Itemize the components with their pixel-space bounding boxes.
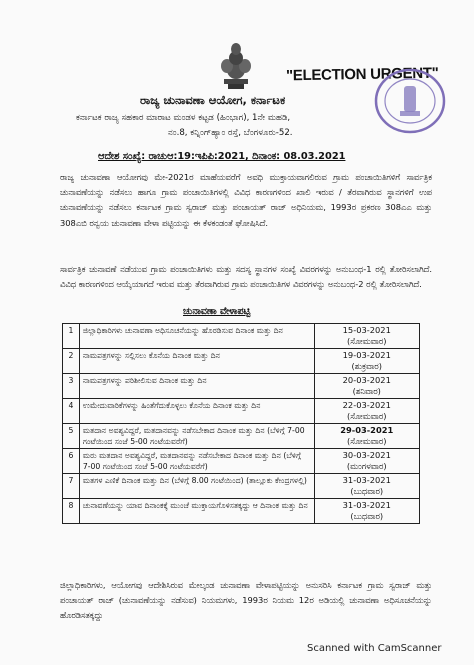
row-activity: ಜಿಲ್ಲಾಧಿಕಾರಿಗಳು ಚುನಾವಣಾ ಅಧಿಸೂಚನೆಯನ್ನು ಹೊರಡಿಸುವ ದಿನಾಂಕ ಮತ್ತು ದಿನ <box>79 324 314 349</box>
row-date: 15-03-2021 <box>342 325 391 335</box>
national-emblem-icon <box>214 40 258 92</box>
paragraph-announcement: ರಾಜ್ಯ ಚುನಾವಣಾ ಆಯೋಗವು ಮೇ-2021ರ ಮಾಹೆಯವರೆಗೆ ಅವಧಿ ಮುಕ್ತಾಯವಾಗಲಿರುವ ಗ್ರಾಮ ಪಂಚಾಯಿತಿಗಳಿಗೆ ಸಾರ್ವತ್ರಿಕ ಚುನಾವಣೆಯನ್ನು ನಡೆಸಲು ಹಾಗೂ ಗ್ರಾಮ ಪಂಚಾಯಿತಿಗಳಲ್ಲಿ ವಿವಿಧ ಕಾರಣಗಳಿಂದ ಖಾಲಿ ಇರುವ / ತೆರವಾಗಿರುವ ಸ್ಥಾನಗಳಿಗೆ ಉಪ ಚುನಾವಣೆಯನ್ನು ನಡೆಸಲು ಕರ್ನಾಟಕ ಗ್ರಾಮ ಸ್ವರಾಜ್ ಮತ್ತು ಪಂಚಾಯತ್ ರಾಜ್ ಅಧಿನಿಯಮ, 1993ರ ಪ್ರಕರಣ 308ಎಎ ಮತ್ತು 308ಎಬಿ ರನ್ವಯ ಚುನಾವಣಾ ವೇಳಾ ಪಟ್ಟಿಯನ್ನು ಈ ಕೆಳಕಂಡಂತೆ ಘೋಷಿಸಿದೆ. <box>60 172 432 228</box>
row-date-cell <box>314 349 420 374</box>
row-date-cell <box>314 449 420 474</box>
row-activity: ಮರು ಮತದಾನ ಅವಶ್ಯವಿದ್ದರೆ, ಮತದಾನವನ್ನು ನಡೆಸಬೇಕಾದ ದಿನಾಂಕ ಮತ್ತು ದಿನ (ಬೆಳಿಗ್ಗೆ 7-00 ಗಂಟೆಯಿಂದ ಸಂಜೆ 5-00 ಗಂಟೆಯವರೆಗೆ) <box>79 449 314 474</box>
row-activity: ಮತದಾನ ಅವಶ್ಯವಿದ್ದರೆ, ಮತದಾನವನ್ನು ನಡೆಸಬೇಕಾದ ದಿನಾಂಕ ಮತ್ತು ದಿನ (ಬೆಳಿಗ್ಗೆ 7-00 ಗಂಟೆಯಿಂದ ಸಂಜೆ 5-00 ಗಂಟೆಯವರೆಗೆ) <box>79 424 314 449</box>
office-seal-stamp-icon <box>370 64 448 138</box>
table-row <box>63 399 420 424</box>
row-number: 6 <box>63 449 80 474</box>
row-number: 1 <box>63 324 80 349</box>
row-activity: ನಾಮಪತ್ರಗಳನ್ನು ಸಲ್ಲಿಸಲು ಕೊನೆಯ ದಿನಾಂಕ ಮತ್ತು ದಿನ <box>79 349 314 374</box>
table-row <box>63 374 420 399</box>
row-day: (ಮಂಗಳವಾರ) <box>346 461 387 471</box>
row-date-cell <box>314 424 420 449</box>
table-row <box>63 449 420 474</box>
row-date: 20-03-2021 <box>342 375 391 385</box>
row-date: 31-03-2021 <box>342 475 391 485</box>
row-date-cell <box>314 474 420 499</box>
row-day: (ಸೋಮವಾರ) <box>347 411 387 421</box>
order-number-line: ಆದೇಶ ಸಂಖ್ಯೆ: ರಾಚುಆ:19:ಇಪಿಪಿ:2021, ದಿನಾಂಕ: 08.03.2021 <box>98 151 346 162</box>
table-row <box>63 474 420 499</box>
row-date-cell <box>314 399 420 424</box>
paragraph-annexures: ಸಾರ್ವತ್ರಿಕ ಚುನಾವಣೆ ನಡೆಯುವ ಗ್ರಾಮ ಪಂಚಾಯಿತಿಗಳು ಮತ್ತು ಸದಸ್ಯ ಸ್ಥಾನಗಳ ಸಂಖ್ಯೆ ವಿವರಗಳನ್ನು ಅನುಬಂಧ-1 ರಲ್ಲಿ ತೋರಿಸಲಾಗಿದೆ. ವಿವಿಧ ಕಾರಣಗಳಿಂದ ಆಯ್ಕೆಯಾಗದೆ ಇರುವ ಮತ್ತು ತೆರವಾಗಿರುವ ಗ್ರಾಮ ಪಂಚಾಯಿತಿಗಳ ವಿವರಗಳನ್ನು ಅನುಬಂಧ-2 ರಲ್ಲಿ ತೋರಿಸಲಾಗಿದೆ. <box>60 264 432 290</box>
table-row <box>63 424 420 449</box>
table-row <box>63 349 420 374</box>
row-date-cell <box>314 324 420 349</box>
scanner-watermark: Scanned with CamScanner <box>307 643 442 654</box>
election-schedule-table <box>62 323 420 524</box>
row-number: 7 <box>63 474 80 499</box>
row-date: 30-03-2021 <box>342 450 391 460</box>
row-date: 19-03-2021 <box>342 350 391 360</box>
row-day: (ಸೋಮವಾರ) <box>347 436 387 446</box>
row-activity: ಮತಗಳ ಎಣಿಕೆ ದಿನಾಂಕ ಮತ್ತು ದಿನ (ಬೆಳಿಗ್ಗೆ 8.00 ಗಂಟೆಯಿಂದ) (ತಾಲ್ಲೂಕು ಕೇಂದ್ರಗಳಲ್ಲಿ) <box>79 474 314 499</box>
election-urgent-label: "ELECTION URGENT" <box>285 64 439 85</box>
office-title: ರಾಜ್ಯ ಚುನಾವಣಾ ಆಯೋಗ, ಕರ್ನಾಟಕ <box>140 93 286 107</box>
row-number: 8 <box>63 499 80 524</box>
row-number: 5 <box>63 424 80 449</box>
row-number: 3 <box>63 374 80 399</box>
schedule-title: ಚುನಾವಣಾ ವೇಳಾಪಟ್ಟಿ <box>183 306 251 317</box>
row-day: (ಬುಧವಾರ) <box>350 511 384 521</box>
row-number: 4 <box>63 399 80 424</box>
address-line-2: ನಂ.8, ಕನ್ನಿಂಗ್‌ಹ್ಯಾಂ ರಸ್ತೆ, ಬೆಂಗಳೂರು-52. <box>168 128 293 138</box>
row-day: (ಶನಿವಾರ) <box>352 386 381 396</box>
row-day: (ಶುಕ್ರವಾರ) <box>351 361 382 371</box>
table-row <box>63 499 420 524</box>
row-date-cell <box>314 499 420 524</box>
table-row <box>63 324 420 349</box>
address-line-1: ಕರ್ನಾಟಕ ರಾಜ್ಯ ಸಹಕಾರ ಮಾರಾಟ ಮಂಡಳ ಕಟ್ಟಡ (ಹಿಂಭಾಗ), 1ನೇ ಮಹಡಿ, <box>76 113 291 123</box>
row-activity: ನಾಮಪತ್ರಗಳನ್ನು ಪರಿಶೀಲಿಸುವ ದಿನಾಂಕ ಮತ್ತು ದಿನ <box>79 374 314 399</box>
row-day: (ಬುಧವಾರ) <box>350 486 384 496</box>
paragraph-instructions: ಜಿಲ್ಲಾಧಿಕಾರಿಗಳು, ಆಯೋಗವು ಆದೇಶಿಸಿರುವ ಮೇಲ್ಕಂಡ ಚುನಾವಣಾ ವೇಳಾಪಟ್ಟಿಯನ್ನು ಅನುಸರಿಸಿ ಕರ್ನಾಟಕ ಗ್ರಾಮ ಸ್ವರಾಜ್ ಮತ್ತು ಪಂಚಾಯತ್ ರಾಜ್ (ಚುನಾವಣೆಯನ್ನು ನಡೆಸುವ) ನಿಯಮಗಳು, 1993ರ ನಿಯಮ 12ರ ಅಡಿಯಲ್ಲಿ ಚುನಾವಣಾ ಅಧಿಸೂಚನೆಯನ್ನು ಹೊರಡಿಸತಕ್ಕದ್ದು <box>60 580 432 621</box>
row-date: 29-03-2021 <box>340 425 394 435</box>
row-date: 22-03-2021 <box>342 400 391 410</box>
row-activity: ಉಮೇದುವಾರಿಕೆಗಳನ್ನು ಹಿಂತೆಗೆದುಕೊಳ್ಳಲು ಕೊನೆಯ ದಿನಾಂಕ ಮತ್ತು ದಿನ <box>79 399 314 424</box>
row-activity: ಚುನಾವಣೆಯನ್ನು ಯಾವ ದಿನಾಂಕಕ್ಕೆ ಮುಂಚೆ ಮುಕ್ತಾಯಗೊಳಿಸತಕ್ಕದ್ದು ಆ ದಿನಾಂಕ ಮತ್ತು ದಿನ <box>79 499 314 524</box>
row-date: 31-03-2021 <box>342 500 391 510</box>
row-date-cell <box>314 374 420 399</box>
row-day: (ಸೋಮವಾರ) <box>347 336 387 346</box>
row-number: 2 <box>63 349 80 374</box>
